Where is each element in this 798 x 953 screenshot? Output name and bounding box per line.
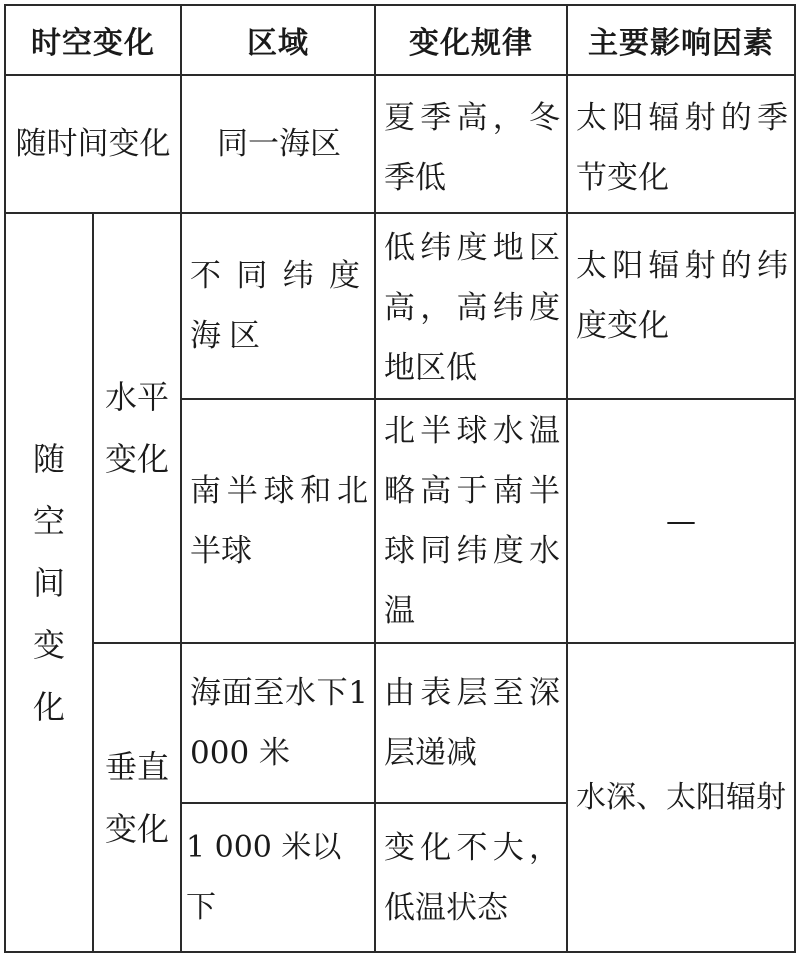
pattern-seasonal: 夏季高，冬季低 xyxy=(375,75,567,213)
factor-seasonal: 太阳辐射的季节变化 xyxy=(567,75,795,213)
factor-latitude: 太阳辐射的纬度变化 xyxy=(567,213,795,399)
pattern-hemisphere: 北半球水温略高于南半球同纬度水温 xyxy=(375,399,567,643)
label-horizontal: 水平变化 xyxy=(93,213,181,643)
category-time: 随时间变化 xyxy=(5,75,181,213)
factor-hemisphere: — xyxy=(567,399,795,643)
region-hemisphere: 南半球和北半球 xyxy=(181,399,375,643)
header-pattern: 变化规律 xyxy=(375,5,567,75)
row-shallow xyxy=(5,643,795,803)
region-latitude: 不同纬度海区 xyxy=(181,213,375,399)
pattern-latitude: 低纬度地区高，高纬度地区低 xyxy=(375,213,567,399)
header-factor: 主要影响因素 xyxy=(567,5,795,75)
pattern-deep: 变化不大，低温状态 xyxy=(375,803,567,952)
region-same-sea: 同一海区 xyxy=(181,75,375,213)
label-vertical: 垂直变化 xyxy=(93,643,181,952)
row-time xyxy=(5,75,795,213)
region-deep: 1 000 米以下 xyxy=(181,803,375,952)
header-row xyxy=(5,5,795,75)
header-region: 区域 xyxy=(181,5,375,75)
header-change-type: 时空变化 xyxy=(5,5,181,75)
category-space: 随空间变化 xyxy=(5,213,93,952)
factor-vertical: 水深、太阳辐射 xyxy=(567,643,795,952)
pattern-shallow: 由表层至深层递减 xyxy=(375,643,567,803)
sea-temperature-table xyxy=(4,4,796,953)
row-latitude xyxy=(5,213,795,399)
region-shallow: 海面至水下1 000 米 xyxy=(181,643,375,803)
